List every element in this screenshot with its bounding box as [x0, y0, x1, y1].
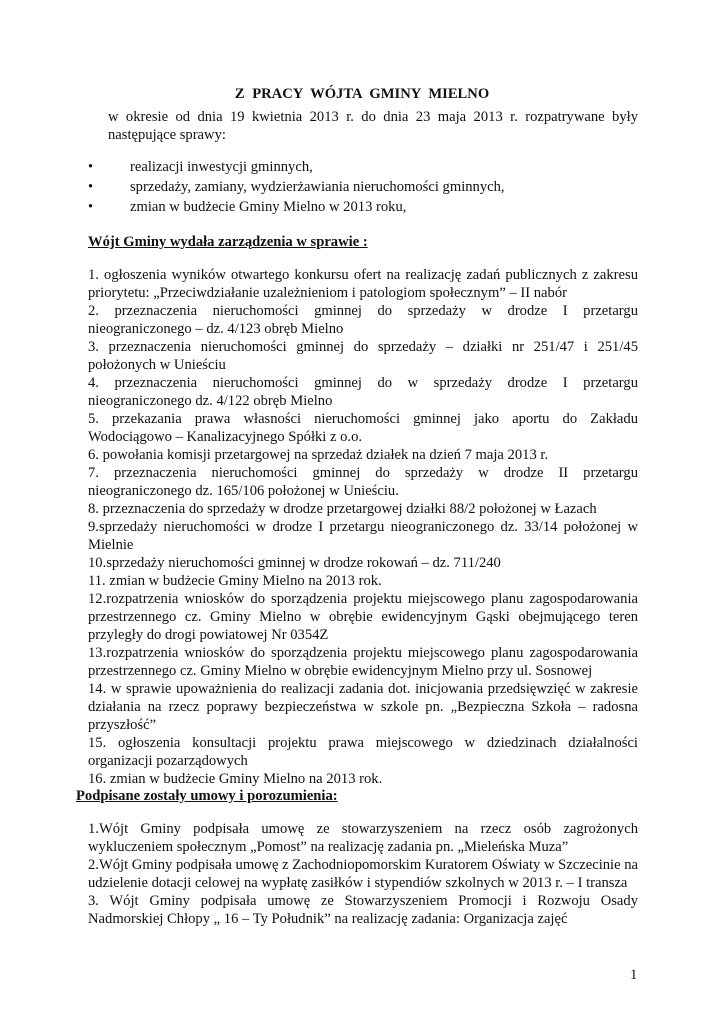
bullet-item: • zmian w budżecie Gminy Mielno w 2013 roku, — [88, 199, 407, 215]
agreements-list — [88, 820, 638, 928]
ordinance-item: 6. powołania komisji przetargowej na sprzedaż działek na dzień 7 maja 2013 r. — [88, 447, 549, 463]
ordinance-item: 7. przeznaczenia nieruchomości gminnej do sprzedaży w drodze II przetargu nieograniczonego dz. 165/106 położonej w Unieściu. — [88, 465, 638, 499]
document-title: Z PRACY WÓJTA GMINY MIELNO — [234, 86, 490, 102]
intro-paragraph: w okresie od dnia 19 kwietnia 2013 r. do dnia 23 maja 2013 r. rozpatrywane były następujące sprawy: — [108, 109, 638, 143]
ordinance-item: 16. zmian w budżecie Gminy Mielno na 2013 rok. — [88, 771, 383, 787]
bullet-icon: • — [88, 159, 94, 175]
ordinance-item: 2. przeznaczenia nieruchomości gminnej do sprzedaży w drodze I przetargu nieograniczonego – dz. 4/123 obręb Mielno — [88, 303, 638, 337]
ordinance-item: 8. przeznaczenia do sprzedaży w drodze przetargowej działki 88/2 położonej w Łazach — [88, 501, 597, 517]
ordinance-item: 4. przeznaczenia nieruchomości gminnej do w sprzedaży drodze I przetargu nieograniczonego dz. 4/122 obręb Mielno — [88, 375, 638, 409]
bullet-icon: • — [88, 179, 94, 195]
ordinance-item: 5. przekazania prawa własności nieruchomości gminnej jako aportu do Zakładu Wodociągowo – Kanalizacyjnego Spółki z o.o. — [88, 411, 638, 445]
ordinance-item: 11. zmian w budżecie Gminy Mielno na 2013 rok. — [88, 573, 382, 589]
agreements-heading: Podpisane zostały umowy i porozumienia: — [76, 788, 338, 804]
page-number: 1 — [630, 967, 638, 983]
agreement-item: 3. Wójt Gminy podpisała umowę ze Stowarzyszeniem Promocji i Rozwoju Osady Nadmorskiej Chłopy „ 16 – Ty Południk” na realizację zadania: Organizacja zajęć — [88, 893, 638, 927]
ordinance-item: 12.rozpatrzenia wniosków do sporządzenia projektu miejscowego planu zagospodarowania przestrzennego cz. Gminy Mielno w obrębie ewidencyjnym Gąski obejmującego teren przyległy do drogi powiatowej Nr 0354Z — [88, 591, 638, 643]
ordinance-item: 3. przeznaczenia nieruchomości gminnej do sprzedaży – działki nr 251/47 i 251/45 położonych w Unieściu — [88, 339, 638, 373]
bullet-icon: • — [88, 199, 94, 215]
ordinances-list — [88, 266, 638, 788]
ordinances-heading: Wójt Gminy wydała zarządzenia w sprawie : — [88, 234, 368, 250]
ordinance-item: 10.sprzedaży nieruchomości gminnej w drodze rokowań – dz. 711/240 — [88, 555, 501, 571]
ordinance-item: 13.rozpatrzenia wniosków do sporządzenia projektu miejscowego planu zagospodarowania przestrzennego cz. Gminy Mielno w obrębie ewidencyjnym Mielno przy ul. Sosnowej — [88, 645, 638, 679]
bullet-list — [88, 158, 648, 218]
bullet-item: • sprzedaży, zamiany, wydzierżawiania nieruchomości gminnych, — [88, 179, 505, 195]
bullet-item: • realizacji inwestycji gminnych, — [88, 159, 313, 175]
agreement-item: 2.Wójt Gminy podpisała umowę z Zachodniopomorskim Kuratorem Oświaty w Szczecinie na udzielenie dotacji celowej na wypłatę zasiłków i stypendiów szkolnych w 2013 r. – I transza — [88, 857, 638, 891]
agreement-item: 1.Wójt Gminy podpisała umowę ze stowarzyszeniem na rzecz osób zagrożonych wykluczeniem społecznym „Pomost” na realizację zadania pn. „Mieleńska Muza” — [88, 821, 638, 855]
ordinance-item: 1. ogłoszenia wyników otwartego konkursu ofert na realizację zadań publicznych z zakresu priorytetu: „Przeciwdziałanie uzależnieniom i patologiom społecznym” – II nabór — [88, 267, 638, 301]
ordinance-item: 14. w sprawie upoważnienia do realizacji zadania dot. inicjowania przedsięwzięć w zakresie działania na rzecz poprawy bezpieczeństwa w szkole pn. „Bezpieczna Szkoła – radosna przyszłość” — [88, 681, 638, 733]
ordinance-item: 15. ogłoszenia konsultacji projektu prawa miejscowego w dziedzinach działalności organizacji pozarządowych — [88, 735, 638, 769]
ordinance-item: 9.sprzedaży nieruchomości w drodze I przetargu nieograniczonego dz. 33/14 położonej w Mielnie — [88, 519, 638, 553]
